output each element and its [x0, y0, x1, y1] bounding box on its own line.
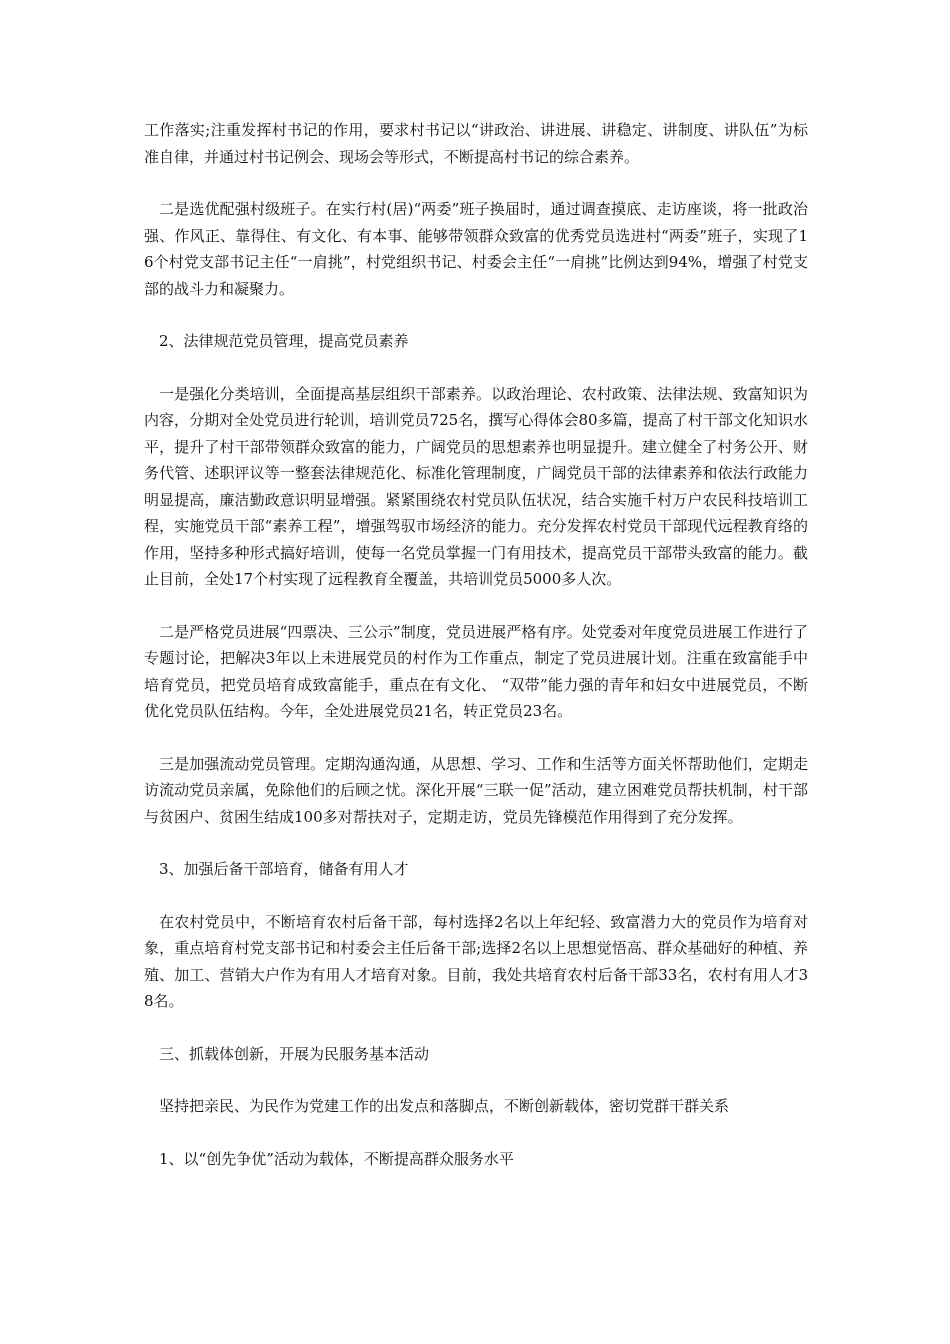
subsection-heading-1: 1、以“创先争优”活动为载体，不断提高群众服务水平: [159, 1149, 514, 1168]
document-page: [144, 117, 808, 1198]
paragraph-3: 一是强化分类培训，全面提高基层组织干部素养。以政治理论、农村政策、法律法规、致富知识为内容，分期对全处党员进行轮训，培训党员725名，撰写心得体会80多篇，提高了村干部文化知识水平，提升了村干部带领群众致富的能力，广阔党员的思想素养也明显提升。建立健全了村务公开、财务代管、述职评议等一整套法律规范化、标准化管理制度，广阔党员干部的法律素养和依法行政能力明显提高，廉洁勤政意识明显增强。紧紧围绕农村党员队伍状况，结合实施千村万户农民科技培训工程，实施党员干部“素养工程”，增强驾驭市场经济的能力。充分发挥农村党员干部现代远程教育络的作用，坚持多种形式搞好培训，使每一名党员掌握一门有用技术，提高党员干部带头致富的能力。截止目前，全处17个村实现了远程教育全覆盖，共培训党员5000多人次。: [144, 384, 808, 588]
paragraph-5: 三是加强流动党员管理。定期沟通沟通，从思想、学习、工作和生活等方面关怀帮助他们，定期走访流动党员亲属，免除他们的后顾之忧。深化开展“三联一促”活动，建立困难党员帮扶机制，村干部与贫困户、贫困生结成100多对帮扶对子，定期走访，党员先锋模范作用得到了充分发挥。: [144, 754, 808, 826]
section-heading-2: 2、法律规范党员管理，提高党员素养: [159, 332, 409, 350]
section-heading-part-3: 三、抓载体创新，开展为民服务基本活动: [159, 1044, 430, 1063]
section-intro: 坚持把亲民、为民作为党建工作的出发点和落脚点，不断创新载体，密切党群干群关系: [159, 1097, 730, 1115]
paragraph-6: 在农村党员中，不断培育农村后备干部，每村选择2名以上年纪轻、致富潜力大的党员作为培育对象，重点培育村党支部书记和村委会主任后备干部;选择2名以上思想觉悟高、群众基础好的种植、养殖、加工、营销大户作为有用人才培育对象。目前，我处共培育农村后备干部33名，农村有用人才38名。: [144, 912, 808, 1010]
section-heading-3: 3、加强后备干部培育，储备有用人才: [159, 860, 409, 878]
paragraph-4: 二是严格党员进展“四票决、三公示”制度，党员进展严格有序。处党委对年度党员进展工作进行了专题讨论，把解决3年以上未进展党员的村作为工作重点，制定了党员进展计划。注重在致富能手中培育党员，把党员培育成致富能手，重点在有文化、 “双带”能力强的青年和妇女中进展党员，不断优化党员队伍结构。今年，全处进展党员21名，转正党员23名。: [144, 622, 808, 720]
paragraph-2: 二是选优配强村级班子。在实行村(居)“两委”班子换届时，通过调查摸底、走访座谈，将一批政治强、作风正、靠得住、有文化、有本事、能够带领群众致富的优秀党员选进村“两委”班子，实现了16个村党支部书记主任“一肩挑”，村党组织书记、村委会主任“一肩挑”比例达到94%，增强了村党支部的战斗力和凝聚力。: [144, 200, 808, 298]
paragraph-1: 工作落实;注重发挥村书记的作用，要求村书记以“讲政治、讲进展、讲稳定、讲制度、讲队伍”为标准自律，并通过村书记例会、现场会等形式，不断提高村书记的综合素养。: [144, 121, 808, 166]
